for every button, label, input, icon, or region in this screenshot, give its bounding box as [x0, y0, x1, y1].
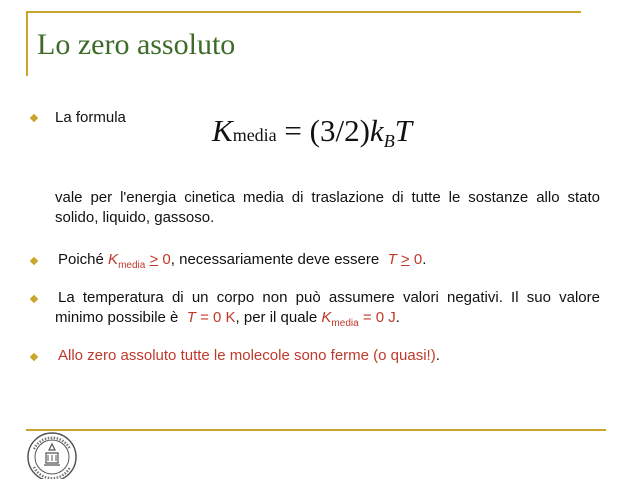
formula-boltzmann: k	[369, 113, 384, 148]
bullet-marker-4	[30, 353, 38, 361]
bullet-1-continuation: vale per l'energia cinetica media di traslazione di tutte le sostanze allo stato solido, liquido, gassoso.	[55, 189, 600, 226]
top-rule	[26, 11, 581, 13]
kinetic-energy-formula	[212, 113, 412, 149]
bullet-marker-1	[30, 114, 38, 122]
bullet-1-label: La formula	[55, 109, 126, 126]
formula-boltzmann-subscript: B	[383, 131, 395, 151]
slide-title: Lo zero assoluto	[37, 28, 236, 61]
bullet-marker-3	[30, 295, 38, 303]
formula-eq: = (3/2)	[276, 113, 370, 148]
bullet-3-line-2: minimo possibile è T = 0 K, per il quale $K_{media} = 0$ J.	[55, 309, 400, 329]
formula-k: K	[212, 113, 233, 148]
bottom-rule	[26, 429, 606, 431]
university-seal-logo	[26, 431, 78, 479]
formula-k-subscript: media	[232, 125, 277, 145]
bullet-4-text: Allo zero assoluto tutte le molecole sono ferme (o quasi!).	[58, 347, 440, 364]
formula-temperature: T	[394, 113, 412, 148]
bullet-3-line-1: La temperatura di un corpo non può assumere valori negativi. Il suo valore	[58, 289, 600, 306]
bullet-2-text: Poiché $K_{media} > 0$, necessariamente deve essere T > 0.	[58, 251, 427, 271]
left-rule	[26, 11, 28, 76]
bullet-marker-2	[30, 257, 38, 265]
